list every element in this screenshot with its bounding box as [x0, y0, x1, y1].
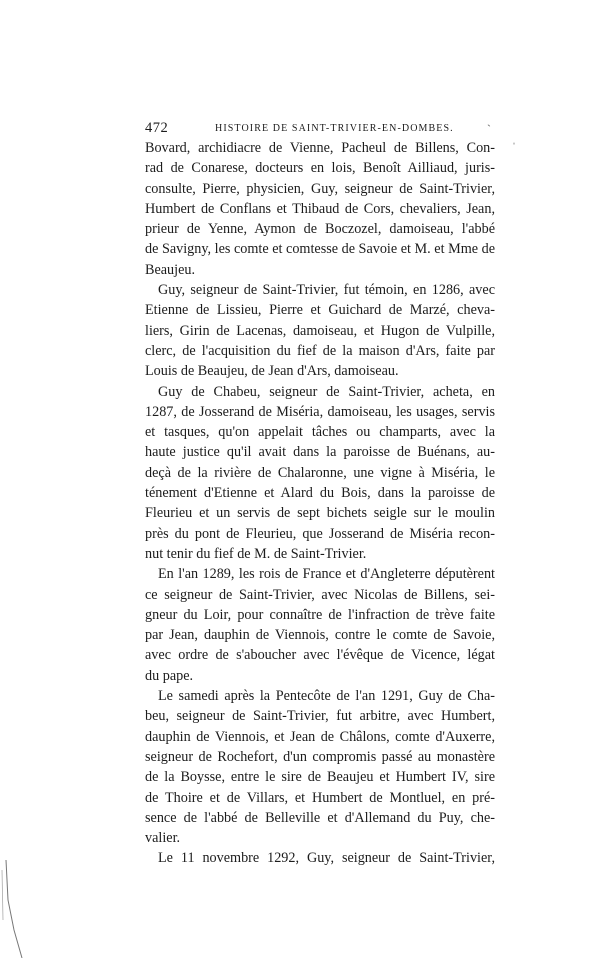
text-line: haute justice qu'il avait dans la paroisse de Buénans, au-: [145, 444, 495, 461]
text-line: consulte, Pierre, physicien, Guy, seigneur de Saint-Trivier,: [145, 180, 495, 197]
page-header: [145, 120, 495, 138]
page-number: 472: [145, 120, 169, 136]
text-line: prieur de Yenne, Aymon de Boczozel, damoiseau, l'abbé: [145, 221, 495, 238]
running-title: HISTOIRE DE SAINT-TRIVIER-EN-DOMBES.: [215, 123, 454, 134]
text-line: Etienne de Lissieu, Pierre et Guichard de Marzé, cheva-: [145, 302, 495, 319]
text-line: gneur du Loir, pour connaître de l'infraction de trève faite: [145, 606, 495, 623]
text-line: seigneur de Rochefort, d'un compromis passé au monastère: [145, 748, 495, 765]
text-line: Guy de Chabeu, seigneur de Saint-Trivier, acheta, en: [158, 383, 495, 400]
text-line: dauphin de Viennois, et Jean de Châlons, comte d'Auxerre,: [145, 728, 495, 745]
text-line: Bovard, archidiacre de Vienne, Pacheul de Billens, Con-: [145, 140, 495, 156]
text-line: liers, Girin de Lacenas, damoiseau, et Hugon de Vulpille,: [145, 322, 495, 339]
text-line: Fleurieu et un servis de sept bichets seigle sur le moulin: [145, 505, 495, 522]
text-line: Le 11 novembre 1292, Guy, seigneur de Saint-Trivier,: [158, 850, 495, 867]
scan-edge-marks: [0, 860, 40, 958]
text-line: ténement d'Etienne et Alard du Bois, dans la paroisse de: [145, 485, 495, 502]
text-line: deçà de la rivière de Chalaronne, une vigne à Miséria, le: [145, 464, 495, 481]
text-line: sence de l'abbé de Belleville et d'Allemand du Puy, che-: [145, 809, 495, 826]
text-line: du pape.: [145, 667, 194, 684]
text-line: valier.: [145, 830, 181, 847]
text-line: Le samedi après la Pentecôte de l'an 1291, Guy de Cha-: [158, 688, 495, 705]
text-line: de Thoire et de Villars, et Humbert de Montluel, en pré-: [145, 789, 495, 806]
body-text: [145, 138, 495, 869]
text-line: de Savigny, les comte et comtesse de Savoie et M. et Mme de: [145, 241, 495, 258]
text-line: En l'an 1289, les rois de France et d'Angleterre députèrent: [158, 566, 495, 583]
text-line: nut tenir du fief de M. de Saint-Trivier.: [145, 545, 367, 562]
margin-speck: ˋ: [487, 122, 491, 136]
text-line: ce seigneur de Saint-Trivier, avec Nicolas de Billens, sei-: [145, 586, 495, 603]
text-line: et tasques, qu'on appelait tâches ou champarts, avec la: [145, 424, 495, 441]
text-line: par Jean, dauphin de Viennois, contre le comte de Savoie,: [145, 627, 495, 644]
text-line: clerc, de l'acquisition du fief de la maison d'Ars, faite par: [145, 342, 495, 359]
text-line: Louis de Beaujeu, de Jean d'Ars, damoiseau.: [145, 363, 399, 380]
text-line: beu, seigneur de Saint-Trivier, fut arbitre, avec Humbert,: [145, 708, 495, 725]
margin-speck: ˈ: [512, 140, 516, 154]
text-line: Humbert de Conflans et Thibaud de Cors, chevaliers, Jean,: [145, 200, 495, 217]
text-line: de la Boysse, entre le sire de Beaujeu et Humbert IV, sire: [145, 769, 495, 786]
text-line: rad de Conarese, docteurs en lois, Benoît Ailliaud, juris-: [145, 160, 495, 177]
text-line: Guy, seigneur de Saint-Trivier, fut témoin, en 1286, avec: [158, 282, 495, 299]
text-line: près du pont de Fleurieu, que Josserand de Miséria recon-: [145, 525, 495, 542]
text-line: 1287, de Josserand de Miséria, damoiseau, les usages, servis: [145, 403, 495, 420]
text-line: avec ordre de s'aboucher avec l'évêque de Vicence, légat: [145, 647, 495, 664]
text-line: Beaujeu.: [145, 261, 196, 278]
